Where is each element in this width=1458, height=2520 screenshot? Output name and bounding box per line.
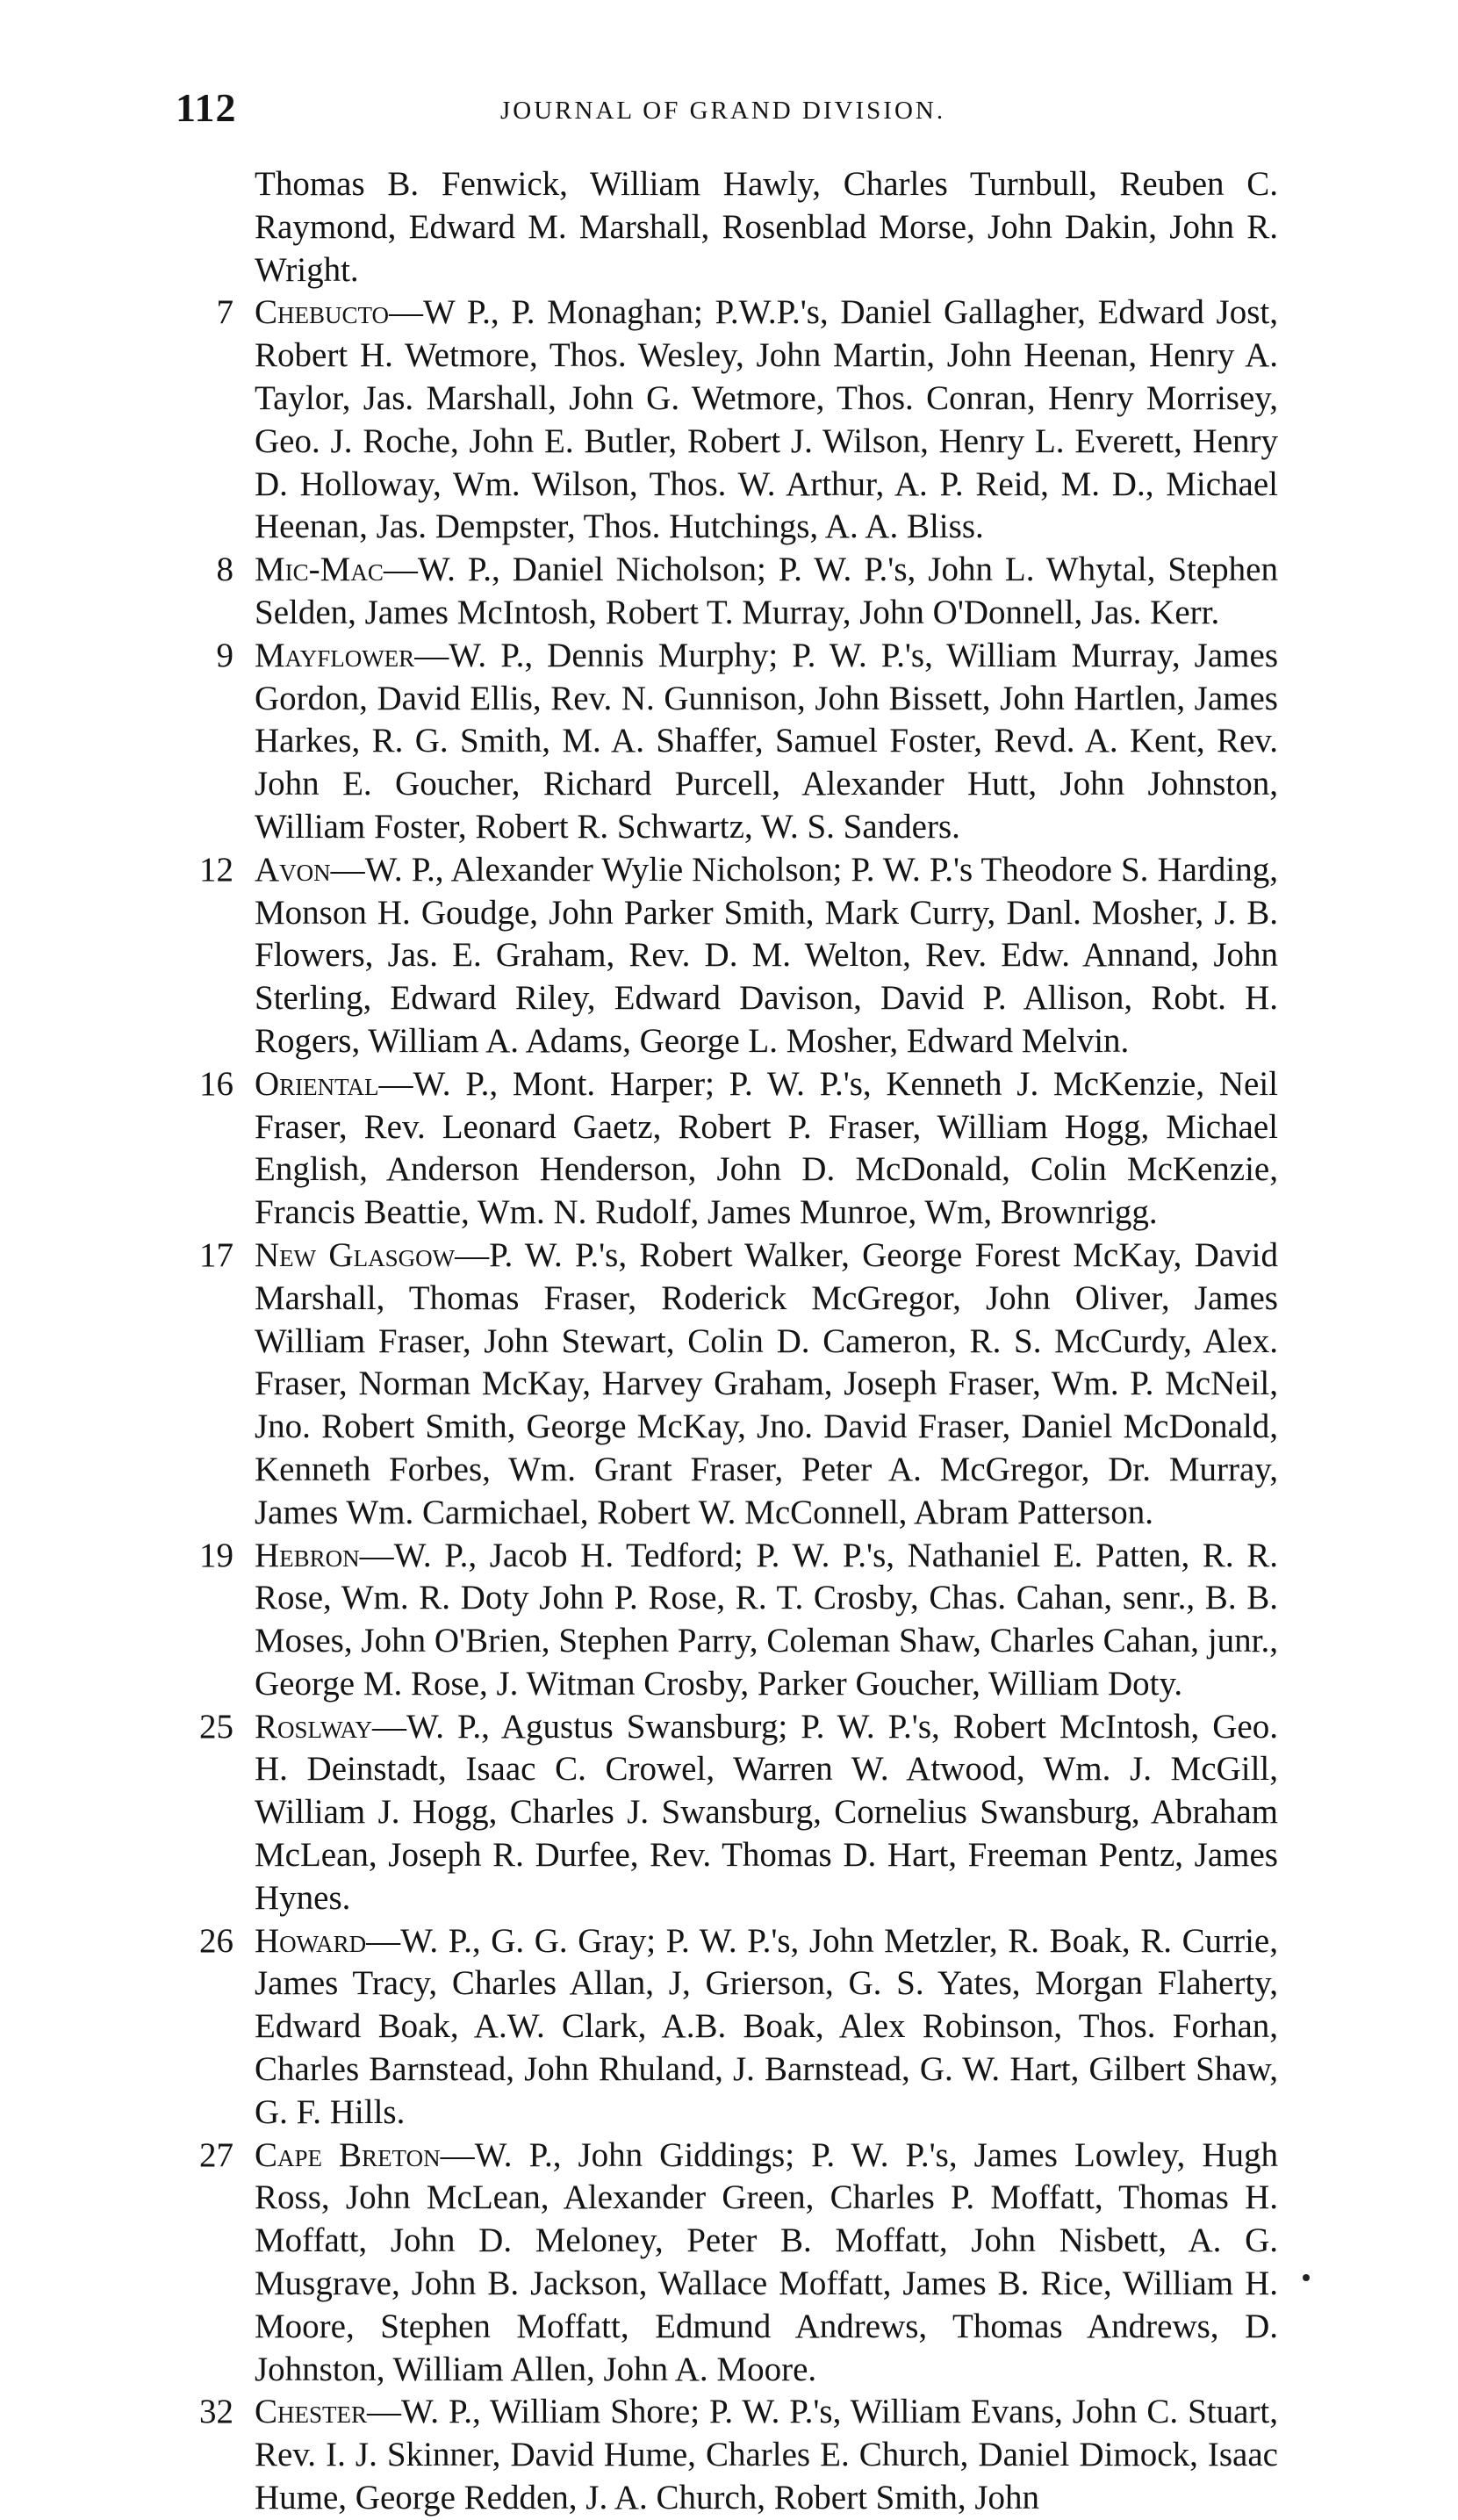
lodge-entry bbox=[176, 1063, 1278, 1235]
lodge-entry bbox=[176, 1706, 1278, 1920]
lodge-name: Avon bbox=[255, 850, 331, 889]
officer-list: —W. P., Mont. Harper; P. W. P.'s, Kenneth J. McKenzie, Neil Fraser, Rev. Leonard Gaetz, Robert P. Fraser, William Hogg, Michael English, Anderson Henderson, John D. McDonald, Colin McKenzie, Francis Beattie, Wm. N. Rudolf, James Munroe, Wm, Brownrigg. bbox=[255, 1064, 1278, 1232]
lodge-name: Mayflower bbox=[255, 636, 415, 674]
lodge-name: Roslway bbox=[255, 1707, 373, 1746]
lodge-name: Chebucto bbox=[255, 293, 390, 332]
lodge-number: 27 bbox=[199, 2135, 233, 2174]
officer-list: —W. P., Agustus Swansburg; P. W. P.'s, Robert McIntosh, Geo. H. Deinstadt, Isaac C. Crowel, Warren W. Atwood, Wm. J. McGill, William J. Hogg, Charles J. Swansburg, Cornelius Swansburg, Abraham McLean, Joseph R. Durfee, Rev. Thomas D. Hart, Freeman Pentz, James Hynes. bbox=[255, 1707, 1278, 1917]
lodge-entry bbox=[176, 2391, 1278, 2519]
lodge-number: 16 bbox=[199, 1064, 233, 1103]
lodge-number: 9 bbox=[216, 636, 233, 674]
officer-list: —W. P., William Shore; P. W. P.'s, William Evans, John C. Stuart, Rev. I. J. Skinner, David Hume, Charles E. Church, Daniel Dimock, Isaac Hume, George Redden, J. A. Church, Robert Smith, John bbox=[255, 2393, 1278, 2517]
lodge-name: Cape Breton bbox=[255, 2135, 441, 2174]
lodge-name: Oriental bbox=[255, 1064, 379, 1103]
page-header bbox=[176, 84, 1282, 137]
officer-list: Thomas B. Fenwick, William Hawly, Charles Turnbull, Reuben C. Raymond, Edward M. Marshall, Rosenblad Morse, John Dakin, John R. Wright. bbox=[255, 165, 1278, 289]
lodge-entry bbox=[176, 1535, 1278, 1706]
lodge-entry bbox=[176, 849, 1278, 1063]
officer-list: —W. P., John Giddings; P. W. P.'s, James Lowley, Hugh Ross, John McLean, Alexander Green, Charles P. Moffatt, Thomas H. Moffatt, John D. Meloney, Peter B. Moffatt, John Nisbett, A. G. Musgrave, John B. Jackson, Wallace Moffatt, James B. Rice, William H. Moore, Stephen Moffatt, Edmund Andrews, Thomas Andrews, D. Johnston, William Allen, John A. Moore. bbox=[255, 2135, 1278, 2388]
lodge-number: 26 bbox=[199, 1921, 233, 1960]
officer-list: —W. P., G. G. Gray; P. W. P.'s, John Metzler, R. Boak, R. Currie, James Tracy, Charles Allan, J, Grierson, G. S. Yates, Morgan Flaherty, Edward Boak, A.W. Clark, A.B. Boak, Alex Robinson, Thos. Forhan, Charles Barnstead, John Rhuland, J. Barnstead, G. W. Hart, Gilbert Shaw, G. F. Hills. bbox=[255, 1921, 1278, 2131]
lodge-entry bbox=[176, 292, 1278, 549]
lodge-number: 32 bbox=[199, 2393, 233, 2431]
running-head: JOURNAL OF GRAND DIVISION. bbox=[500, 97, 946, 125]
lodge-entry bbox=[176, 549, 1278, 635]
lodge-number: 19 bbox=[199, 1536, 233, 1574]
lodge-entry bbox=[176, 163, 1278, 292]
lodge-entry bbox=[176, 1235, 1278, 1535]
lodge-number: 25 bbox=[199, 1707, 233, 1746]
lodge-number: 7 bbox=[216, 293, 233, 332]
lodge-entry bbox=[176, 1920, 1278, 2135]
ink-speck bbox=[1303, 2274, 1310, 2281]
lodge-name: Howard bbox=[255, 1921, 367, 1960]
lodge-number: 8 bbox=[216, 551, 233, 589]
lodge-name: Mic-Mac bbox=[255, 551, 384, 589]
lodge-name: Hebron bbox=[255, 1536, 360, 1574]
lodge-name: New Glasgow bbox=[255, 1235, 456, 1274]
lodge-number: 12 bbox=[199, 850, 233, 889]
lodge-number: 17 bbox=[199, 1235, 233, 1274]
officer-list: —W. P., Dennis Murphy; P. W. P.'s, William Murray, James Gordon, David Ellis, Rev. N. Gunnison, John Bissett, John Hartlen, James Harkes, R. G. Smith, M. A. Shaffer, Samuel Foster, Revd. A. Kent, Rev. John E. Goucher, Richard Purcell, Alexander Hutt, John Johnston, William Foster, Robert R. Schwartz, W. S. Sanders. bbox=[255, 636, 1278, 846]
lodge-entry bbox=[176, 2135, 1278, 2392]
officer-list: —W. P., Jacob H. Tedford; P. W. P.'s, Nathaniel E. Patten, R. R. Rose, Wm. R. Doty John P. Rose, R. T. Crosby, Chas. Cahan, senr., B. B. Moses, John O'Brien, Stephen Parry, Coleman Shaw, Charles Cahan, junr., George M. Rose, J. Witman Crosby, Parker Goucher, William Doty. bbox=[255, 1536, 1278, 1703]
officer-list: —W P., P. Monaghan; P.W.P.'s, Daniel Gallagher, Edward Jost, Robert H. Wetmore, Thos. Wesley, John Martin, John Heenan, Henry A. Taylor, Jas. Marshall, John G. Wetmore, Thos. Conran, Henry Morrisey, Geo. J. Roche, John E. Butler, Robert J. Wilson, Henry L. Everett, Henry D. Holloway, Wm. Wilson, Thos. W. Arthur, A. P. Reid, M. D., Michael Heenan, Jas. Dempster, Thos. Hutchings, A. A. Bliss. bbox=[255, 293, 1278, 546]
officer-list: —W. P., Alexander Wylie Nicholson; P. W. P.'s Theodore S. Harding, Monson H. Goudge, John Parker Smith, Mark Curry, Danl. Mosher, J. B. Flowers, Jas. E. Graham, Rev. D. M. Welton, Rev. Edw. Annand, John Sterling, Edward Riley, Edward Davison, David P. Allison, Robt. H. Rogers, William A. Adams, George L. Mosher, Edward Melvin. bbox=[255, 850, 1278, 1060]
lodge-name: Chester bbox=[255, 2393, 368, 2431]
lodge-list bbox=[176, 163, 1278, 2520]
officer-list: —P. W. P.'s, Robert Walker, George Forest McKay, David Marshall, Thomas Fraser, Roderick McGregor, John Oliver, James William Fraser, John Stewart, Colin D. Cameron, R. S. McCurdy, Alex. Fraser, Norman McKay, Harvey Graham, Joseph Fraser, Wm. P. McNeil, Jno. Robert Smith, George McKay, Jno. David Fraser, Daniel McDonald, Kenneth Forbes, Wm. Grant Fraser, Peter A. McGregor, Dr. Murray, James Wm. Carmichael, Robert W. McConnell, Abram Patterson. bbox=[255, 1235, 1279, 1531]
lodge-entry bbox=[176, 635, 1278, 849]
officer-list: —W. P., Daniel Nicholson; P. W. P.'s, John L. Whytal, Stephen Selden, James McIntosh, Robert T. Murray, John O'Donnell, Jas. Kerr. bbox=[255, 551, 1278, 631]
page-number: 112 bbox=[176, 85, 237, 130]
